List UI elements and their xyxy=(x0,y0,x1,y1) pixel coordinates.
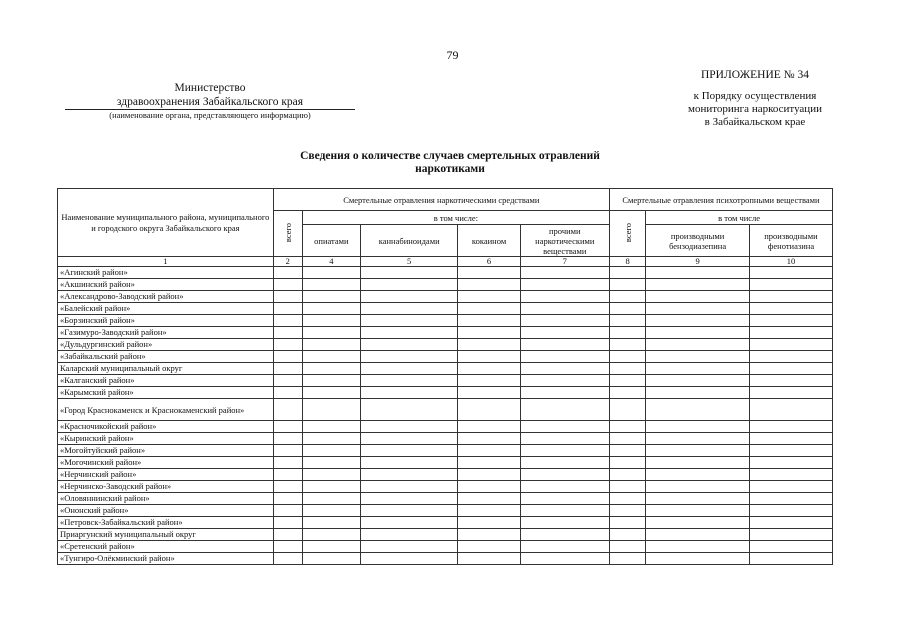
value-cell xyxy=(360,363,458,375)
value-cell xyxy=(273,267,302,279)
value-cell xyxy=(609,291,645,303)
table-row xyxy=(58,267,833,279)
value-cell xyxy=(273,517,302,529)
appendix-ref-line2: мониторинга наркоситуации xyxy=(688,103,822,115)
value-cell xyxy=(749,303,832,315)
value-cell xyxy=(646,469,750,481)
value-cell xyxy=(360,327,458,339)
value-cell xyxy=(646,433,750,445)
value-cell xyxy=(609,541,645,553)
table-row xyxy=(58,421,833,433)
value-cell xyxy=(360,291,458,303)
column-number: 10 xyxy=(749,257,832,267)
value-cell xyxy=(609,387,645,399)
value-cell xyxy=(302,375,360,387)
value-cell xyxy=(609,433,645,445)
column-number: 8 xyxy=(609,257,645,267)
value-cell xyxy=(749,399,832,421)
value-cell xyxy=(458,469,520,481)
value-cell xyxy=(360,517,458,529)
district-name: «Борзинский район» xyxy=(58,315,274,327)
district-name: «Могочинский район» xyxy=(58,457,274,469)
header-phenothiazine: производными фенотиазина xyxy=(749,225,832,257)
value-cell xyxy=(520,339,609,351)
column-number-row xyxy=(58,257,833,267)
value-cell xyxy=(609,267,645,279)
value-cell xyxy=(458,553,520,565)
value-cell xyxy=(360,529,458,541)
value-cell xyxy=(302,327,360,339)
column-number: 2 xyxy=(273,257,302,267)
value-cell xyxy=(273,493,302,505)
value-cell xyxy=(302,303,360,315)
header-name: Наименование муниципального района, муниципального и городского округа Забайкальского края xyxy=(58,189,274,257)
ministry-line1: Министерство xyxy=(174,82,246,94)
value-cell xyxy=(646,553,750,565)
title-line2: наркотиками xyxy=(415,163,485,175)
value-cell xyxy=(360,553,458,565)
header-total-psychotropic xyxy=(609,211,645,257)
value-cell xyxy=(273,529,302,541)
value-cell xyxy=(273,363,302,375)
value-cell xyxy=(520,399,609,421)
value-cell xyxy=(520,529,609,541)
district-name: «Карымский район» xyxy=(58,387,274,399)
district-name: «Забайкальский район» xyxy=(58,351,274,363)
table-row xyxy=(58,327,833,339)
value-cell xyxy=(646,375,750,387)
value-cell xyxy=(520,541,609,553)
table-row xyxy=(58,387,833,399)
value-cell xyxy=(749,457,832,469)
value-cell xyxy=(609,315,645,327)
value-cell xyxy=(520,267,609,279)
value-cell xyxy=(458,327,520,339)
value-cell xyxy=(458,267,520,279)
value-cell xyxy=(749,517,832,529)
value-cell xyxy=(749,529,832,541)
table-row xyxy=(58,375,833,387)
value-cell xyxy=(609,363,645,375)
table-row xyxy=(58,553,833,565)
district-name: «Калганский район» xyxy=(58,375,274,387)
column-number: 5 xyxy=(360,257,458,267)
total-narcotic-label: всего xyxy=(282,222,293,243)
reporting-organization xyxy=(60,81,360,121)
value-cell xyxy=(360,267,458,279)
table-row xyxy=(58,291,833,303)
table-row xyxy=(58,541,833,553)
value-cell xyxy=(609,457,645,469)
value-cell xyxy=(360,433,458,445)
district-name: «Тунгиро-Олёкминский район» xyxy=(58,553,274,565)
value-cell xyxy=(609,351,645,363)
value-cell xyxy=(609,481,645,493)
value-cell xyxy=(646,399,750,421)
district-name: Приаргунский муниципальный округ xyxy=(58,529,274,541)
value-cell xyxy=(646,517,750,529)
value-cell xyxy=(360,279,458,291)
value-cell xyxy=(273,279,302,291)
value-cell xyxy=(302,505,360,517)
value-cell xyxy=(273,399,302,421)
value-cell xyxy=(273,303,302,315)
value-cell xyxy=(646,505,750,517)
ministry-note: (наименование органа, представляющего информацию) xyxy=(109,110,311,120)
value-cell xyxy=(646,315,750,327)
value-cell xyxy=(749,387,832,399)
value-cell xyxy=(609,553,645,565)
value-cell xyxy=(458,421,520,433)
value-cell xyxy=(273,339,302,351)
value-cell xyxy=(273,433,302,445)
value-cell xyxy=(609,327,645,339)
header-cocaine: кокаином xyxy=(458,225,520,257)
district-name: «Ононский район» xyxy=(58,505,274,517)
district-name: «Дульдургинский район» xyxy=(58,339,274,351)
value-cell xyxy=(646,279,750,291)
value-cell xyxy=(302,481,360,493)
value-cell xyxy=(749,541,832,553)
table-row xyxy=(58,363,833,375)
value-cell xyxy=(302,387,360,399)
table-row xyxy=(58,315,833,327)
table-row xyxy=(58,399,833,421)
value-cell xyxy=(520,375,609,387)
value-cell xyxy=(360,457,458,469)
value-cell xyxy=(360,351,458,363)
value-cell xyxy=(458,375,520,387)
value-cell xyxy=(458,445,520,457)
value-cell xyxy=(749,505,832,517)
value-cell xyxy=(302,445,360,457)
value-cell xyxy=(646,363,750,375)
value-cell xyxy=(273,387,302,399)
district-name: «Могойтуйский район» xyxy=(58,445,274,457)
value-cell xyxy=(458,457,520,469)
value-cell xyxy=(273,315,302,327)
header-psychotropic-group: Смертельные отравления психотропными веществами xyxy=(609,189,832,211)
table-row xyxy=(58,493,833,505)
value-cell xyxy=(749,469,832,481)
value-cell xyxy=(273,375,302,387)
value-cell xyxy=(520,421,609,433)
value-cell xyxy=(458,481,520,493)
value-cell xyxy=(360,315,458,327)
header-benzodiazepine: производными бензодиазепина xyxy=(646,225,750,257)
value-cell xyxy=(646,481,750,493)
total-psychotropic-label: всего xyxy=(622,222,633,243)
value-cell xyxy=(646,445,750,457)
value-cell xyxy=(360,469,458,481)
value-cell xyxy=(458,517,520,529)
value-cell xyxy=(273,481,302,493)
value-cell xyxy=(273,421,302,433)
value-cell xyxy=(609,529,645,541)
value-cell xyxy=(520,303,609,315)
district-name: «Газимуро-Заводский район» xyxy=(58,327,274,339)
value-cell xyxy=(646,291,750,303)
value-cell xyxy=(458,399,520,421)
district-name: «Город Краснокаменск и Краснокаменский район» xyxy=(58,399,274,421)
table-row xyxy=(58,481,833,493)
value-cell xyxy=(458,493,520,505)
value-cell xyxy=(749,433,832,445)
value-cell xyxy=(749,315,832,327)
header-narcotic-group: Смертельные отравления наркотическими средствами xyxy=(273,189,609,211)
appendix-reference xyxy=(640,90,870,129)
value-cell xyxy=(609,493,645,505)
column-number: 7 xyxy=(520,257,609,267)
value-cell xyxy=(458,291,520,303)
value-cell xyxy=(520,481,609,493)
value-cell xyxy=(360,387,458,399)
value-cell xyxy=(646,267,750,279)
value-cell xyxy=(646,387,750,399)
value-cell xyxy=(749,327,832,339)
value-cell xyxy=(749,421,832,433)
district-name: «Петровск-Забайкальский район» xyxy=(58,517,274,529)
district-name: «Агинский район» xyxy=(58,267,274,279)
value-cell xyxy=(458,279,520,291)
district-name: «Оловяннинский район» xyxy=(58,493,274,505)
value-cell xyxy=(360,375,458,387)
value-cell xyxy=(273,553,302,565)
value-cell xyxy=(302,493,360,505)
value-cell xyxy=(458,541,520,553)
header-opiates: опиатами xyxy=(302,225,360,257)
value-cell xyxy=(302,279,360,291)
value-cell xyxy=(520,505,609,517)
ministry-line2: здравоохранения Забайкальского края xyxy=(65,95,355,110)
value-cell xyxy=(302,291,360,303)
table-row xyxy=(58,339,833,351)
value-cell xyxy=(749,291,832,303)
value-cell xyxy=(360,493,458,505)
page-number: 79 xyxy=(446,48,459,62)
value-cell xyxy=(609,339,645,351)
value-cell xyxy=(749,445,832,457)
table-row xyxy=(58,303,833,315)
value-cell xyxy=(749,267,832,279)
value-cell xyxy=(609,375,645,387)
value-cell xyxy=(360,399,458,421)
value-cell xyxy=(360,421,458,433)
district-name: «Балейский район» xyxy=(58,303,274,315)
table-row xyxy=(58,279,833,291)
value-cell xyxy=(302,553,360,565)
value-cell xyxy=(609,279,645,291)
value-cell xyxy=(646,351,750,363)
value-cell xyxy=(302,399,360,421)
poisoning-table xyxy=(57,188,833,565)
value-cell xyxy=(273,469,302,481)
value-cell xyxy=(646,339,750,351)
appendix-label: ПРИЛОЖЕНИЕ № 34 xyxy=(700,69,809,81)
value-cell xyxy=(520,445,609,457)
value-cell xyxy=(609,517,645,529)
district-name: «Кыринский район» xyxy=(58,433,274,445)
value-cell xyxy=(302,315,360,327)
value-cell xyxy=(273,327,302,339)
value-cell xyxy=(273,457,302,469)
district-name: «Сретенский район» xyxy=(58,541,274,553)
value-cell xyxy=(520,327,609,339)
district-name: «Нерчинско-Заводский район» xyxy=(58,481,274,493)
value-cell xyxy=(302,517,360,529)
value-cell xyxy=(520,469,609,481)
value-cell xyxy=(273,445,302,457)
value-cell xyxy=(749,351,832,363)
appendix-ref-line1: к Порядку осуществления xyxy=(693,90,817,102)
value-cell xyxy=(520,315,609,327)
column-number: 4 xyxy=(302,257,360,267)
value-cell xyxy=(609,303,645,315)
value-cell xyxy=(646,493,750,505)
value-cell xyxy=(273,291,302,303)
value-cell xyxy=(302,267,360,279)
value-cell xyxy=(458,505,520,517)
value-cell xyxy=(302,421,360,433)
value-cell xyxy=(458,387,520,399)
value-cell xyxy=(458,351,520,363)
value-cell xyxy=(520,493,609,505)
value-cell xyxy=(520,517,609,529)
value-cell xyxy=(458,433,520,445)
value-cell xyxy=(273,505,302,517)
title-line1: Сведения о количестве случаев смертельных отравлений xyxy=(300,150,600,162)
value-cell xyxy=(520,553,609,565)
value-cell xyxy=(458,303,520,315)
table-row xyxy=(58,529,833,541)
value-cell xyxy=(360,505,458,517)
value-cell xyxy=(646,421,750,433)
value-cell xyxy=(646,529,750,541)
value-cell xyxy=(302,529,360,541)
value-cell xyxy=(458,339,520,351)
table-row xyxy=(58,433,833,445)
value-cell xyxy=(520,433,609,445)
value-cell xyxy=(273,541,302,553)
value-cell xyxy=(458,363,520,375)
header-cannabinoids: каннабиноидами xyxy=(360,225,458,257)
value-cell xyxy=(458,529,520,541)
value-cell xyxy=(749,553,832,565)
table-row xyxy=(58,505,833,517)
value-cell xyxy=(749,493,832,505)
table-row xyxy=(58,351,833,363)
table-row xyxy=(58,517,833,529)
header-total-narcotic xyxy=(273,211,302,257)
column-number: 9 xyxy=(646,257,750,267)
value-cell xyxy=(609,445,645,457)
table-row xyxy=(58,445,833,457)
value-cell xyxy=(360,481,458,493)
value-cell xyxy=(302,433,360,445)
value-cell xyxy=(520,363,609,375)
value-cell xyxy=(749,279,832,291)
value-cell xyxy=(749,363,832,375)
value-cell xyxy=(749,481,832,493)
value-cell xyxy=(609,399,645,421)
district-name: «Александрово-Заводский район» xyxy=(58,291,274,303)
value-cell xyxy=(646,457,750,469)
value-cell xyxy=(302,339,360,351)
column-number: 6 xyxy=(458,257,520,267)
value-cell xyxy=(302,457,360,469)
header-including-narcotic: в том числе: xyxy=(302,211,609,225)
value-cell xyxy=(360,445,458,457)
header-other-narcotic: прочими наркотическими веществами xyxy=(520,225,609,257)
value-cell xyxy=(520,457,609,469)
value-cell xyxy=(273,351,302,363)
column-number: 1 xyxy=(58,257,274,267)
value-cell xyxy=(749,375,832,387)
table-row xyxy=(58,469,833,481)
value-cell xyxy=(302,541,360,553)
value-cell xyxy=(609,505,645,517)
value-cell xyxy=(302,469,360,481)
value-cell xyxy=(646,303,750,315)
value-cell xyxy=(520,291,609,303)
value-cell xyxy=(302,351,360,363)
value-cell xyxy=(609,421,645,433)
district-name: «Нерчинский район» xyxy=(58,469,274,481)
value-cell xyxy=(520,279,609,291)
value-cell xyxy=(520,351,609,363)
district-name: «Акшинский район» xyxy=(58,279,274,291)
header-including-psychotropic: в том числе xyxy=(646,211,833,225)
value-cell xyxy=(360,303,458,315)
value-cell xyxy=(749,339,832,351)
district-name: «Красночикойский район» xyxy=(58,421,274,433)
value-cell xyxy=(458,315,520,327)
value-cell xyxy=(646,541,750,553)
value-cell xyxy=(520,387,609,399)
value-cell xyxy=(609,469,645,481)
appendix-ref-line3: в Забайкальском крае xyxy=(704,116,806,128)
district-name: Каларский муниципальный округ xyxy=(58,363,274,375)
value-cell xyxy=(360,541,458,553)
value-cell xyxy=(360,339,458,351)
value-cell xyxy=(302,363,360,375)
table-row xyxy=(58,457,833,469)
value-cell xyxy=(646,327,750,339)
document-title xyxy=(230,150,670,176)
